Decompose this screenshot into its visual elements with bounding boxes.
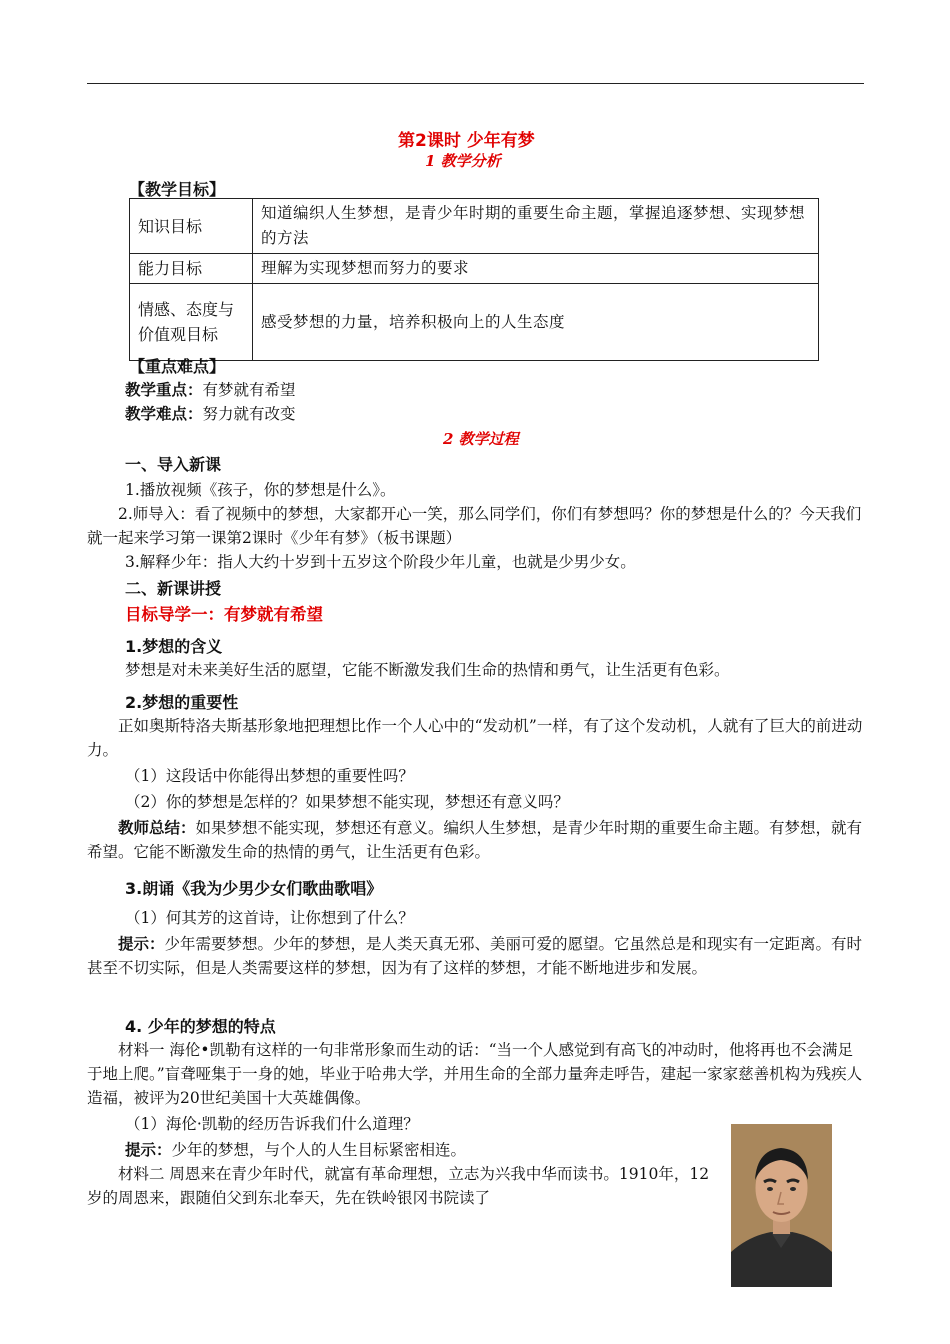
teaching-goals-header: 【教学目标】	[129, 180, 226, 199]
hint-label: 提示：	[125, 1141, 172, 1159]
question-item: （1）这段话中你能得出梦想的重要性吗？	[125, 767, 414, 785]
key-point-line	[125, 378, 296, 402]
goal-guide-heading: 目标导学一：有梦就有希望	[125, 605, 323, 624]
portrait-illustration	[731, 1124, 832, 1287]
table-row	[130, 284, 819, 361]
heading-dream-meaning: 1.梦想的含义	[125, 637, 223, 656]
section-process-heading: 2 教学过程	[443, 430, 519, 448]
section-analysis-heading: 1 教学分析	[425, 152, 501, 170]
summary-text: 如果梦想不能实现，梦想还有意义。编织人生梦想，是青少年时期的重要生命主题。有梦想，就有希望。它能不断激发生命的热情的勇气，让生活更有色彩。	[87, 819, 863, 861]
key-point-label: 教学重点：	[125, 381, 203, 399]
hint-text: 少年需要梦想。少年的梦想，是人类天真无邪、美丽可爱的愿望。它虽然总是和现实有一定距离。有时甚至不切实际，但是人类需要这样的梦想，因为有了这样的梦想，才能不断地进步和发展。	[87, 935, 863, 977]
key-point-text: 有梦就有希望	[202, 381, 296, 399]
heading-dream-importance: 2.梦想的重要性	[125, 693, 239, 712]
header-rule	[87, 83, 864, 84]
difficulty-label: 教学难点：	[125, 405, 203, 423]
goal-text: 知道编织人生梦想，是青少年时期的重要生命主题，掌握追逐梦想、实现梦想的方法	[253, 199, 819, 254]
teacher-summary	[87, 816, 865, 864]
hint-label: 提示：	[118, 935, 165, 953]
part1-item: 2.师导入：看了视频中的梦想，大家都开心一笑，那么同学们，你们有梦想吗？你的梦想是什么的？今天我们就一起来学习第一课第2课时《少年有梦》（板书课题）	[87, 505, 862, 547]
question-item: （2）你的梦想是怎样的？如果梦想不能实现，梦想还有意义吗？	[125, 793, 569, 811]
dream-meaning-text: 梦想是对未来美好生活的愿望，它能不断激发我们生命的热情和勇气，让生活更有色彩。	[125, 661, 730, 679]
material-one: 材料一 海伦•凯勒有这样的一句非常形象而生动的话：“当一个人感觉到有高飞的冲动时，他将再也不会满足于地上爬。”盲聋哑集于一身的她，毕业于哈弗大学，并用生命的全部力量奔走呼告，建起一家家慈善机构为残疾人造福，被评为20世纪美国十大英雄偶像。	[87, 1041, 863, 1107]
dream-importance-text: 正如奥斯特洛夫斯基形象地把理想比作一个人心中的“发动机”一样，有了这个发动机，人就有了巨大的前进动力。	[87, 717, 863, 759]
part2-title: 二、新课讲授	[125, 579, 222, 598]
lesson-title: 第2课时 少年有梦	[398, 131, 535, 151]
part1-item: 1.播放视频《孩子，你的梦想是什么》。	[125, 481, 396, 499]
portrait-photo	[731, 1124, 832, 1287]
goals-table	[129, 198, 819, 361]
difficulty-line	[125, 402, 296, 426]
difficulty-text: 努力就有改变	[202, 405, 296, 423]
material-two: 材料二 周恩来在青少年时代，就富有革命理想，立志为兴我中华而读书。1910年，12岁的周恩来，跟随伯父到东北奉天，先在铁岭银冈书院读了	[87, 1165, 710, 1207]
hint-line	[125, 1138, 466, 1162]
part1-title: 一、导入新课	[125, 455, 222, 474]
heading-dream-features: 4. 少年的梦想的特点	[125, 1017, 276, 1036]
question-item: （1）何其芳的这首诗，让你想到了什么？	[125, 909, 414, 927]
heading-recitation: 3.朗诵《我为少男少女们歌曲歌唱》	[125, 879, 383, 898]
table-row	[130, 254, 819, 284]
goal-text: 理解为实现梦想而努力的要求	[253, 254, 819, 284]
question-item: （1）海伦·凯勒的经历告诉我们什么道理？	[125, 1115, 419, 1133]
hint-text: 少年的梦想，与个人的人生目标紧密相连。	[171, 1141, 467, 1159]
goal-label: 能力目标	[130, 254, 253, 284]
key-points-header: 【重点难点】	[129, 357, 226, 376]
summary-label: 教师总结：	[118, 819, 196, 837]
table-row	[130, 199, 819, 254]
hint-paragraph	[87, 932, 865, 980]
goal-text: 感受梦想的力量，培养积极向上的人生态度	[253, 284, 819, 361]
goal-label: 情感、态度与价值观目标	[130, 284, 253, 361]
part1-item: 3.解释少年：指人大约十岁到十五岁这个阶段少年儿童，也就是少男少女。	[125, 553, 636, 571]
goal-label: 知识目标	[130, 199, 253, 254]
